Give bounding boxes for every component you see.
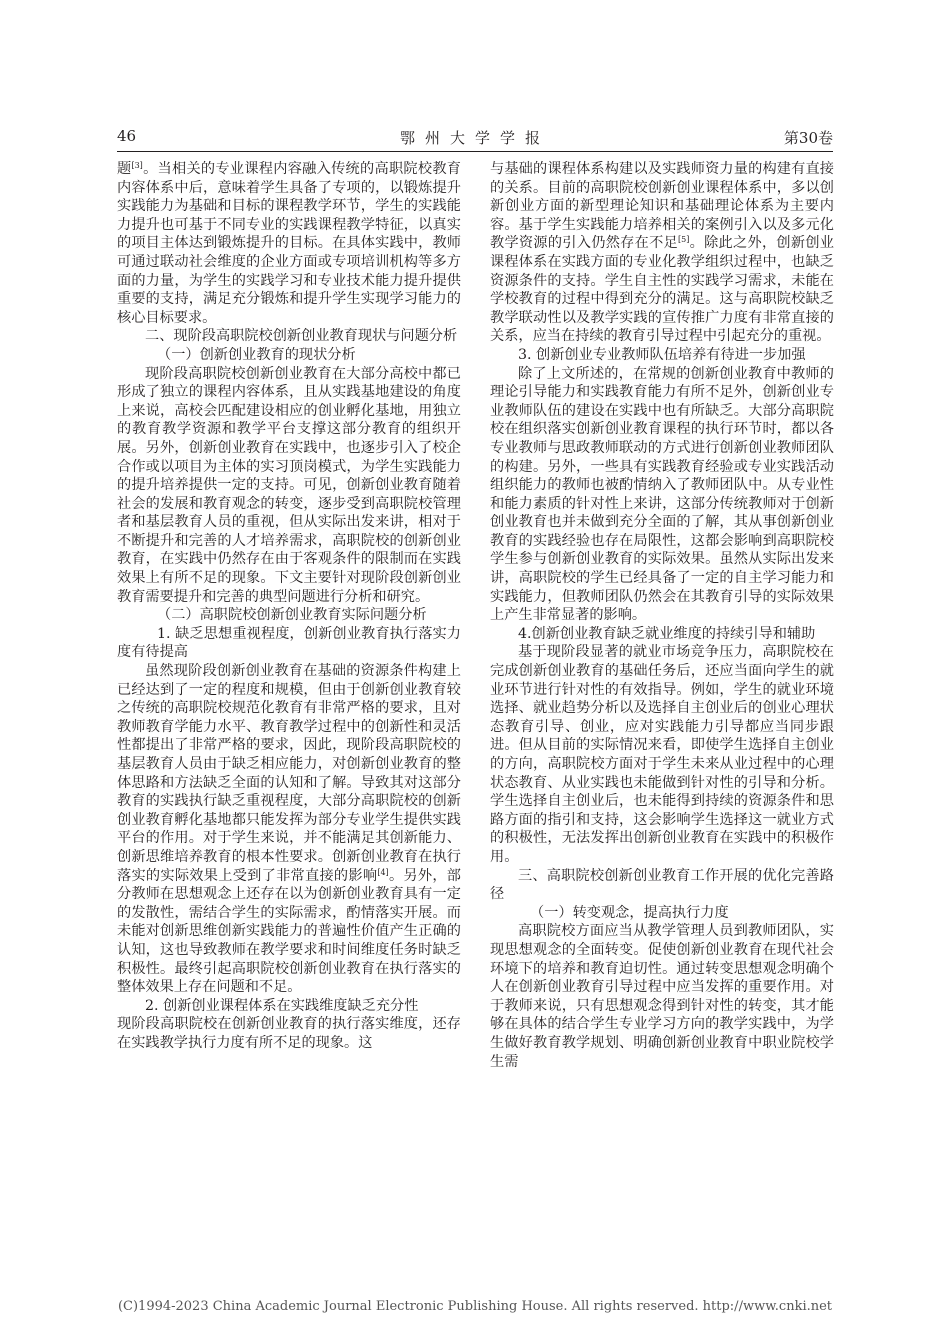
page-number: 46 xyxy=(117,127,137,145)
volume-label: 第30卷 xyxy=(783,129,833,147)
subsubsection-heading: 1. 缺乏思想重视程度，创新创业教育执行落实力度有待提高 xyxy=(117,625,461,661)
paragraph: 现阶段高职院校在创新创业教育的执行落实维度，还存在实践教学执行力度有所不足的现象。这 xyxy=(117,1016,461,1051)
subsubsection-heading: 3. 创新创业专业教师队伍培养有待进一步加强 xyxy=(518,346,806,363)
section-heading: 二、现阶段高职院校创新创业教育现状与问题分析 xyxy=(145,328,458,345)
subsubsection-heading: 2. 创新创业课程体系在实践维度缺乏充分性 xyxy=(145,997,419,1014)
citation-ref[interactable]: [5] xyxy=(678,235,690,245)
left-column xyxy=(117,160,461,1053)
running-header xyxy=(117,125,833,152)
copyright-footer: (C)1994-2023 China Academic Journal Electronic Publishing House. All rights reserved. http://www.cnki.net xyxy=(117,1299,833,1314)
paragraph: 基于现阶段显著的就业市场竞争压力，高职院校在完成创新创业教育的基础任务后，还应当面向学生的就业环节进行针对性的有效指导。例如，学生的就业环境选择、就业趋势分析以及选择自主创业后的创业心理状态教育引导、创业，应对实践能力引导都应当同步跟进。但从目前的实际情况来看，即使学生选择自主创业的方向，高职院校方面对于学生未来从业过程中的心理状态教育、从业实践也未能做到针对性的引导和分析。学生选择自主创业后，也未能得到持续的资源条件和思路方面的指引和支持，这会影响学生选择这一就业方式的积极性，无法发挥出创新创业教育在实践中的积极作用。 xyxy=(490,644,834,865)
subsection-heading: （二）高职院校创新创业教育实际问题分析 xyxy=(157,607,427,624)
subsection-heading: （一）转变观念，提高执行力度 xyxy=(530,904,729,921)
paragraph: 虽然现阶段创新创业教育在基础的资源条件构建上已经达到了一定的程度和规模，但由于创新创业教育较之传统的高职院校规范化教育有非常严格的要求，且对教师教育学能力水平、教育教学过程中的创新性和灵活性都提出了非常严格的要求，因此，现阶段高职院校的基层教育人员由于缺乏相应能力，对创新创业教育的整体思路和方法缺乏全面的认知和了解。导致其对这部分教育的实践执行缺乏重视程度，大部分高职院校的创新创业教育孵化基地都只能发挥为部分专业学生提供实践平台的作用。对于学生来说，并不能满足其创新能力、创新思维培养教育的根本性要求。创新创业教育在执行落实的实际效果上受到了非常直接的影响[4]。另外，部分教师在思想观念上还存在以为创新创业教育具有一定的发散性，需结合学生的实际需求，酌情落实开展。而未能对创新思维创新实践能力的普遍性价值产生正确的认知，这也导致教师在教学要求和时间维度任务时缺乏积极性。最终引起高职院校创新创业教育在执行落实的整体效果上存在问题和不足。 xyxy=(117,663,461,996)
paragraph: 现阶段高职院校创新创业教育在大部分高校中都已形成了独立的课程内容体系，且从实践基地建设的角度上来说，高校会匹配建设相应的创业孵化基地，用独立的教育教学资源和教学平台支撑这部分教育的组织开展。另外，创新创业教育在实践中，也逐步引入了校企合作或以项目为主体的实习顶岗模式，为学生实践能力的提升培养提供一定的支持。可见，创新创业教育随着社会的发展和教育观念的转变，逐步受到高职院校管理者和基层教育人员的重视，但从实际出发来讲，相对于不断提升和完善的人才培养需求，高职院校的创新创业教育，在实践中仍然存在由于客观条件的限制而在实践效果上有所不足的现象。下文主要针对现阶段创新创业教育需要提升和完善的典型问题进行分析和研究。 xyxy=(117,365,461,605)
paragraph: 高职院校方面应当从教学管理人员到教师团队，实现思想观念的全面转变。促使创新创业教育在现代社会环境下的培养和教育迫切性。通过转变思想观念明确个人在创新创业教育引导过程中应当发挥的重要作用。对于教师来说，只有思想观念得到针对性的转变，其才能够在具体的结合学生专业学习方向的教学实践中，为学生做好教育教学规划、明确创新创业教育中职业院校学生需 xyxy=(490,923,834,1070)
journal-title: 鄂州大学学报 xyxy=(399,129,550,147)
subsection-heading: （一）创新创业教育的现状分析 xyxy=(157,346,356,363)
citation-ref[interactable]: [4] xyxy=(377,867,389,877)
paragraph: 与基础的课程体系构建以及实践师资力量的构建有直接的关系。目前的高职院校创新创业课程体系中，多以创新创业方面的新型理论知识和基础理论体系为主要内容。基于学生实践能力培养相关的案例引入以及多元化教学资源的引入仍然存在不足[5]。除此之外，创新创业课程体系在实践方面的专业化教学组织过程中，也缺乏资源条件的支持。学生自主性的实践学习需求，未能在学校教育的过程中得到充分的满足。这与高职院校缺乏教学联动性以及教学实践的宣传推广力度有非常直接的关系，应当在持续的教育引导过程中引起充分的重视。 xyxy=(490,161,834,345)
section-heading: 三、高职院校创新创业教育工作开展的优化完善路径 xyxy=(490,867,834,903)
subsubsection-heading: 4.创新创业教育缺乏就业维度的持续引导和辅助 xyxy=(518,625,816,642)
right-column xyxy=(490,160,834,1071)
paragraph: 题[3]。当相关的专业课程内容融入传统的高职院校教育内容体系中后，意味着学生具备了专项的，以锻炼提升实践能力为基础和目标的课程教学环节，学生的实践能力提升也可基于不同专业的实践课程教学特征，以真实的项目主体达到锻炼提升的目标。在具体实践中，教师可通过联动社会维度的企业方面或专项培训机构等多方面的力量，为学生的实践学习和专业技术能力提升提供重要的支持，满足充分锻炼和提升学生实现学习能力的核心目标要求。 xyxy=(117,161,461,326)
citation-ref[interactable]: [3] xyxy=(131,161,143,170)
paragraph: 除了上文所述的，在常规的创新创业教育中教师的理论引导能力和实践教育能力有所不足外，创新创业专业教师队伍的建设在实践中也有所缺乏。大部分高职院校在组织落实创新创业教育课程的执行环节时，都以各专业教师与思政教师联动的方式进行创新创业教师团队的构建。另外，一些具有实践教育经验或专业实践活动组织能力的教师也被酌情纳入了教师团队中。从专业性和能力素质的针对性上来讲，这部分传统教师对于创新创业教育也并未做到充分全面的了解，其从事创新创业教育的实践经验也存在局限性，这都会影响到高职院校学生参与创新创业教育的实际效果。虽然从实际出发来讲，高职院校的学生已经具备了一定的自主学习能力和实践能力，但教师团队仍然会在其教育引导的实际效果上产生非常显著的影响。 xyxy=(490,365,834,624)
